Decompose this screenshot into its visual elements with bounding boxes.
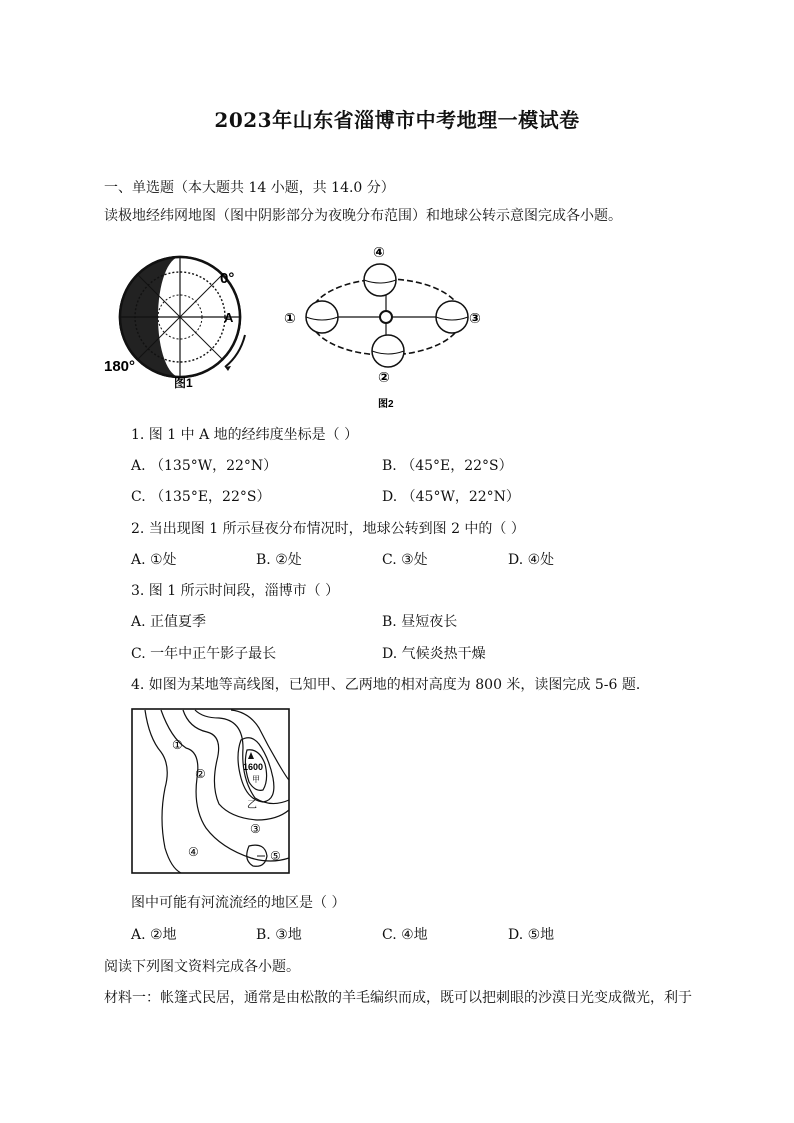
position-1-label: ① (284, 310, 296, 326)
contour-map (131, 708, 291, 876)
figure-1-label: 图1 (174, 376, 193, 390)
figure-2-label: 图2 (378, 399, 394, 410)
q1-option-d: D. （45°W，22°N） (382, 489, 520, 505)
question-1-stem: 1. 图 1 中 A 地的经纬度坐标是（ ） (131, 427, 359, 443)
question-2-stem: 2. 当出现图 1 所示昼夜分布情况时，地球公转到图 2 中的（ ） (131, 521, 525, 537)
q1-option-c: C. （135°E，22°S） (131, 489, 271, 505)
material-1-text: 材料一：帐篷式民居，通常是由松散的羊毛编织而成，既可以把刺眼的沙漠日光变成微光，利于 (104, 990, 692, 1006)
section-heading: 一、单选题（本大题共 14 小题，共 14.0 分） (104, 180, 395, 196)
q4-option-b: B. ③地 (256, 927, 302, 943)
yi-label: 乙 (247, 800, 257, 811)
figure-2-revolution-diagram (280, 240, 495, 412)
q3-option-b: B. 昼短夜长 (382, 614, 458, 630)
position-4-label: ④ (373, 244, 385, 260)
position-2-label: ② (378, 369, 390, 385)
point-a-label: A (224, 310, 234, 325)
marker-1: ① (172, 738, 183, 752)
position-3-label: ③ (469, 310, 481, 326)
label-180-degree: 180° (104, 358, 136, 375)
q4-option-a: A. ②地 (131, 927, 177, 943)
question-3-stem: 3. 图 1 所示时间段，淄博市（ ） (131, 583, 340, 599)
label-0-degree: 0° (220, 270, 235, 287)
intro-2: 阅读下列图文资料完成各小题。 (104, 959, 300, 975)
q4-option-d: D. ⑤地 (508, 927, 555, 943)
q1-option-a: A. （135°W，22°N） (131, 458, 278, 474)
marker-3: ③ (250, 822, 261, 836)
figure-1-polar-map (100, 255, 260, 395)
q3-option-a: A. 正值夏季 (131, 614, 207, 630)
intro-text: 读极地经纬网地图（图中阴影部分为夜晚分布范围）和地球公转示意图完成各小题。 (104, 208, 622, 224)
jia-label: 甲 (252, 775, 260, 784)
q2-option-b: B. ②处 (256, 552, 302, 568)
q4-option-c: C. ④地 (382, 927, 428, 943)
marker-2: ② (195, 767, 206, 781)
q3-option-c: C. 一年中正午影子最长 (131, 646, 277, 662)
q1-option-b: B. （45°E，22°S） (382, 458, 513, 474)
marker-4: ④ (188, 845, 199, 859)
peak-elevation: 1600 (243, 762, 264, 772)
q2-option-a: A. ①处 (131, 552, 177, 568)
q3-option-d: D. 气候炎热干燥 (382, 646, 486, 662)
question-4-stem: 4. 如图为某地等高线图，已知甲、乙两地的相对高度为 800 米，读图完成 5-6 题． (131, 677, 650, 693)
q2-option-d: D. ④处 (508, 552, 555, 568)
page-title: 2023年山东省淄博市中考地理一模试卷 (214, 108, 580, 132)
q2-option-c: C. ③处 (382, 552, 428, 568)
marker-5: ⑤ (270, 849, 281, 863)
question-4-sub: 图中可能有河流流经的地区是（ ） (131, 895, 346, 911)
